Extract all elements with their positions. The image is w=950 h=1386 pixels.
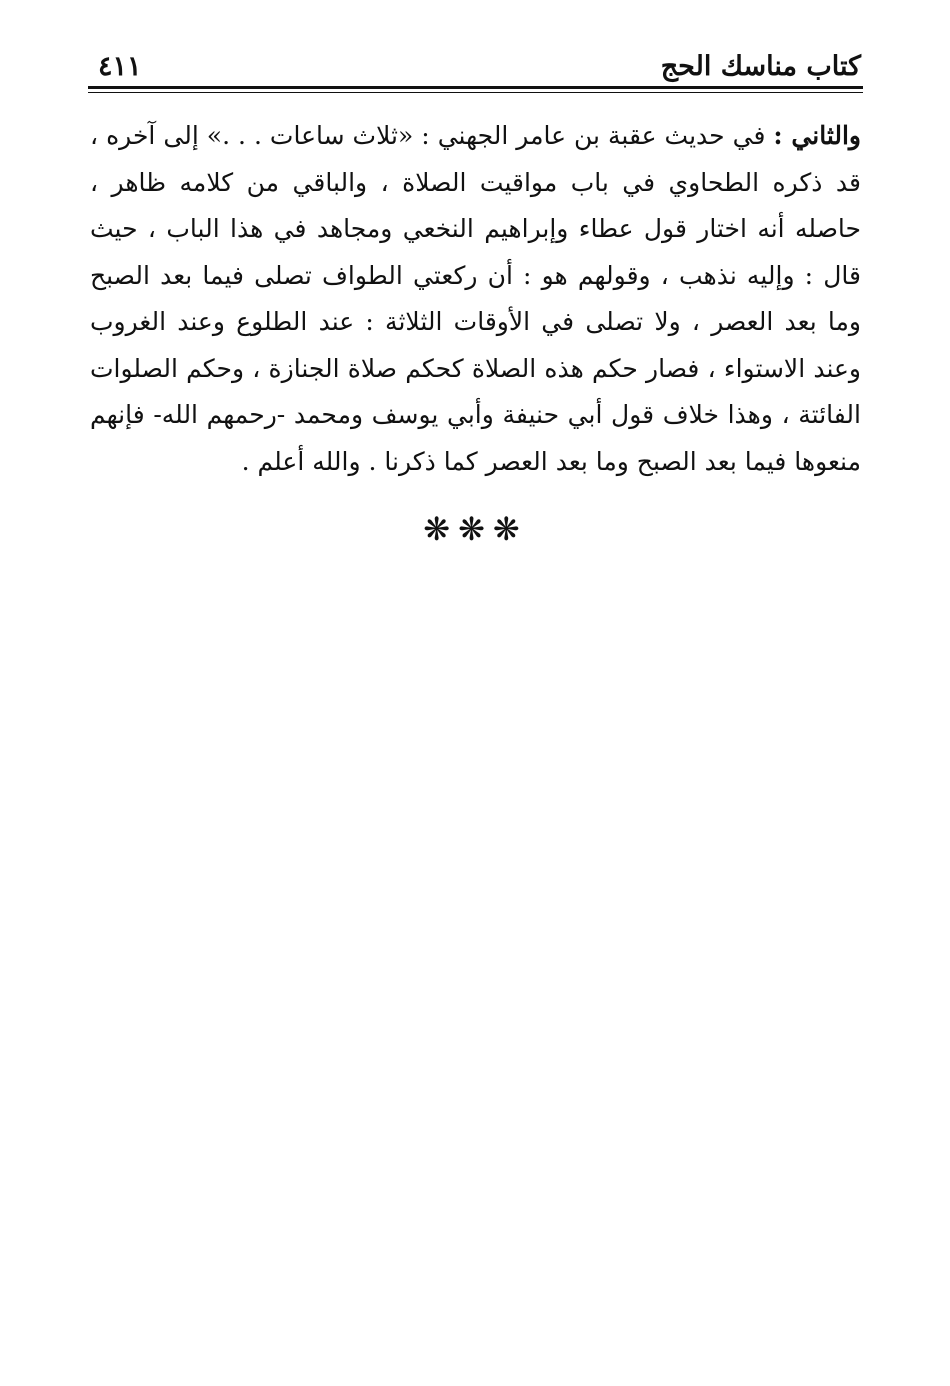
lead-word: والثاني :	[773, 121, 862, 150]
section-separator: ❋❋❋	[423, 510, 528, 548]
header-rule	[88, 86, 863, 93]
body-paragraph	[88, 113, 863, 485]
document-page	[88, 30, 863, 548]
page-number: ٤١١	[98, 51, 142, 82]
book-title: كتاب مناسك الحج	[660, 51, 861, 82]
running-header	[88, 30, 863, 80]
paragraph-text: في حديث عقبة بن عامر الجهني : «ثلاث ساعات . . .» إلى آخره ، قد ذكره الطحاوي في باب مواقيت الصلاة ، والباقي من كلامه ظاهر ، حاصله أنه اختار قول عطاء وإبراهيم النخعي ومجاهد في هذا الباب ، حيث قال : وإليه نذهب ، وقولهم هو : أن ركعتي الطواف تصلى فيما بعد الصبح وما بعد العصر ، ولا تصلى في الأوقات الثلاثة : عند الطلوع وعند الغروب وعند الاستواء ، فصار حكم هذه الصلاة كحكم صلاة الجنازة ، وحكم الصلوات الفائتة ، وهذا خلاف قول أبي حنيفة وأبي يوسف ومحمد -رحمهم الله- فإنهم منعوها فيما بعد الصبح وما بعد العصر كما ذكرنا . والله أعلم .	[90, 121, 861, 476]
